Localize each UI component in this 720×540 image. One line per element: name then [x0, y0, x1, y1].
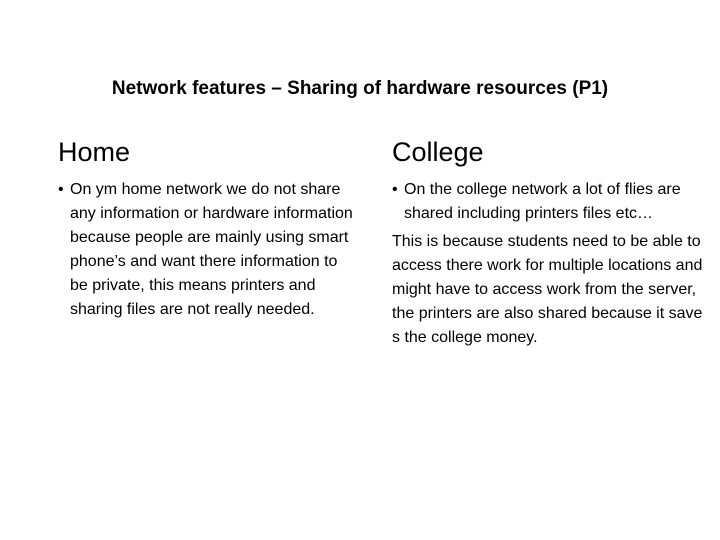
bullet-icon: •: [58, 181, 64, 198]
home-bullet: [58, 178, 358, 322]
college-bullet-text: On the college network a lot of flies are shared including printers files etc…: [404, 181, 681, 222]
home-heading: Home: [58, 137, 131, 167]
home-bullet-text: On ym home network we do not share any information or hardware information because people are mainly using smart phone’s and want there information to be private, this means printers and sharing files are not really needed.: [70, 181, 353, 318]
home-column: [58, 134, 358, 322]
college-paragraph: This is because students need to be able to access there work for multiple locations and might have to access work from the server, the printers are also shared because it save s the college money.: [392, 233, 703, 346]
college-column: [392, 134, 712, 350]
college-bullet: [392, 178, 712, 226]
bullet-icon: •: [392, 181, 398, 198]
slide-title: Network features – Sharing of hardware resources (P1): [111, 78, 609, 99]
college-heading: College: [392, 137, 484, 167]
